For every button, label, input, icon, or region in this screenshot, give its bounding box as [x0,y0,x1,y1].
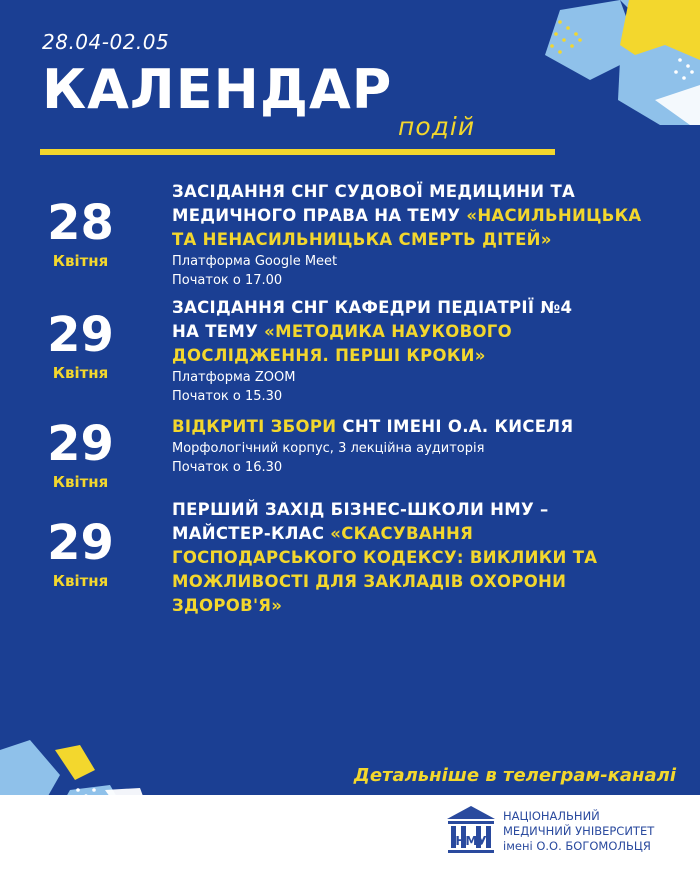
event-title-line [172,228,677,252]
event-day: 29 [47,416,114,472]
event-title-line [172,344,677,368]
event-info [172,180,677,290]
svg-text:НМУ: НМУ [455,834,487,848]
event-day: 29 [47,307,114,363]
event-date [38,516,123,590]
telegram-link[interactable]: Детальніше в телеграм-каналі [353,765,676,786]
title-segment-highlight: ВІДКРИТІ ЗБОРИ [172,417,343,436]
event-info [172,296,677,406]
title-segment: МЕДИЧНОГО ПРАВА НА ТЕМУ [172,206,467,225]
event-info [172,415,677,477]
event-start-time: Початок о 16.30 [172,460,283,475]
event-title [172,498,677,618]
title-segment: НА ТЕМУ [172,322,265,341]
event-title [172,296,677,368]
university-name [503,809,654,854]
event-start-time: Початок о 17.00 [172,273,283,288]
event-month: Квітня [52,252,109,270]
title-segment-highlight: ДОСЛІДЖЕННЯ. ПЕРШІ КРОКИ» [172,346,486,365]
event-date [38,196,123,270]
event-title-line [172,296,677,320]
event-month: Квітня [52,473,109,491]
university-building-icon [445,803,497,857]
event-platform: Платформа ZOOM [172,370,296,385]
title-segment-highlight: ГОСПОДАРСЬКОГО КОДЕКСУ: ВИКЛИКИ ТА [172,548,598,567]
title-segment-highlight: «НАСИЛЬНИЦЬКА [466,206,642,225]
title-segment-highlight: МОЖЛИВОСТІ ДЛЯ ЗАКЛАДІВ ОХОРОНИ [172,572,567,591]
event-day: 28 [47,195,114,251]
hexagon-shape [55,745,95,780]
event-title-line [172,498,677,522]
page-subtitle: подій [398,112,476,141]
event-title-line [172,415,677,439]
title-segment-highlight: ТА НЕНАСИЛЬНИЦЬКА СМЕРТЬ ДІТЕЙ» [172,230,552,249]
event-title-line [172,180,677,204]
event-month: Квітня [52,572,109,590]
event-date [38,308,123,382]
event-date [38,417,123,491]
title-segment-highlight: ЗДОРОВ'Я» [172,596,283,615]
event-month: Квітня [52,364,109,382]
title-underline [40,149,555,155]
title-segment-highlight: «МЕТОДИКА НАУКОВОГО [264,322,512,341]
university-name-line: МЕДИЧНИЙ УНІВЕРСИТЕТ [503,824,655,838]
title-segment: ЗАСІДАННЯ СНГ СУДОВОЇ МЕДИЦИНИ ТА [172,182,576,201]
event-start-time: Початок о 15.30 [172,389,283,404]
title-segment: ПЕРШИЙ ЗАХІД БІЗНЕС-ШКОЛИ НМУ – [172,500,549,519]
page-title: КАЛЕНДАР [42,58,393,121]
event-title-line [172,522,677,546]
event-day: 29 [47,515,114,571]
date-range: 28.04-02.05 [42,30,170,54]
event-title [172,415,677,439]
event-platform: Платформа Google Meet [172,254,338,269]
university-name-line: імені О.О. БОГОМОЛЬЦЯ [503,839,651,853]
university-name-line: НАЦІОНАЛЬНИЙ [503,809,600,823]
title-segment: МАЙСТЕР-КЛАС [172,524,331,543]
event-title-line [172,570,677,594]
event-title-line [172,594,677,618]
title-segment: ЗАСІДАННЯ СНГ КАФЕДРИ ПЕДІАТРІЇ №4 [172,298,573,317]
event-location: Морфологічний корпус, 3 лекційна аудиторія [172,441,485,456]
university-logo [445,803,685,863]
title-segment: СНТ ІМЕНІ О.А. КИСЕЛЯ [342,417,574,436]
event-title-line [172,204,677,228]
event-title-line [172,546,677,570]
title-segment-highlight: «СКАСУВАННЯ [330,524,474,543]
event-title [172,180,677,252]
event-info [172,498,677,618]
event-title-line [172,320,677,344]
